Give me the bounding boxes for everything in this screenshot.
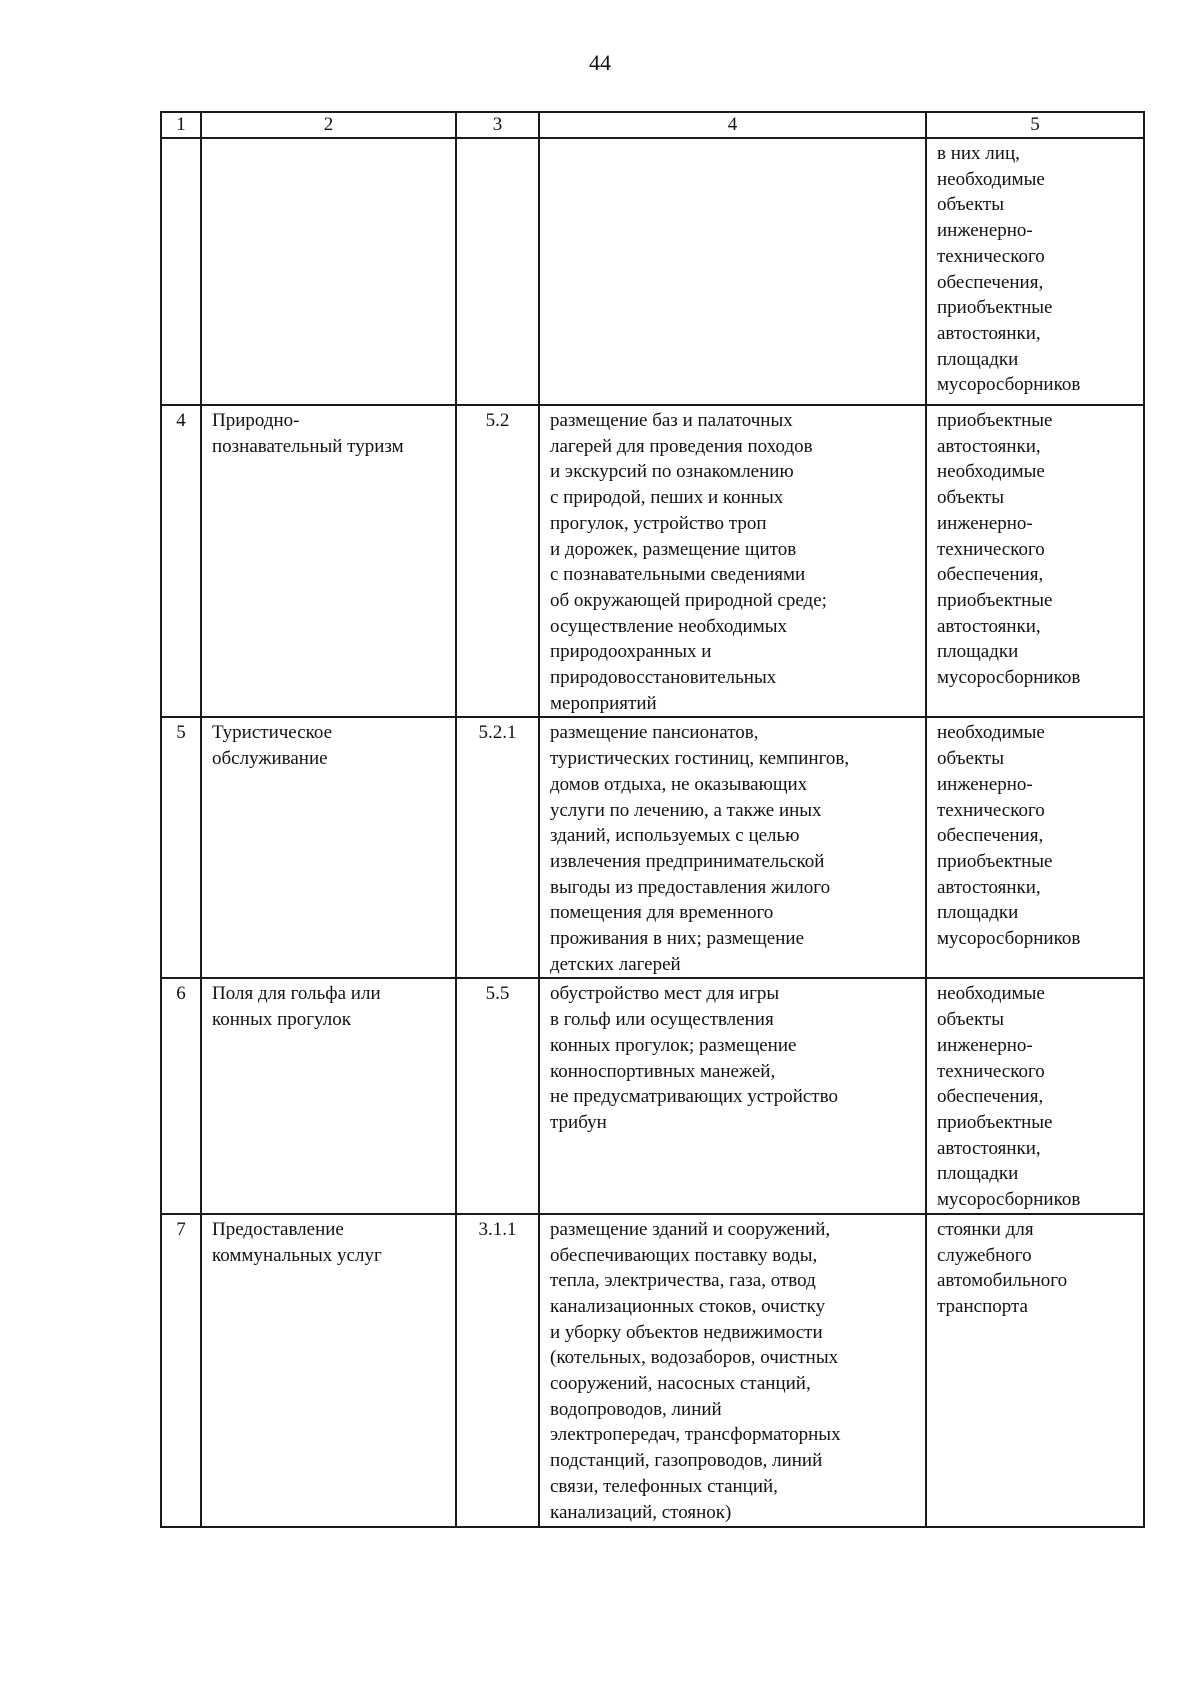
land-use-name: Туристическое обслуживание bbox=[201, 717, 456, 978]
row-number: 4 bbox=[161, 405, 201, 717]
table-row bbox=[161, 405, 1144, 717]
row-number: 7 bbox=[161, 1214, 201, 1527]
column-header-5: 5 bbox=[926, 112, 1144, 138]
land-use-description: размещение пансионатов, туристических гостиниц, кемпингов, домов отдыха, не оказывающих услуги по лечению, а также иных зданий, используемых с целью извлечения предпринимательской выгоды из предоставления жилого помещения для временного проживания в них; размещение детских лагерей bbox=[539, 717, 926, 978]
permitted-objects: приобъектные автостоянки, необходимые объекты инженерно- технического обеспечения, приобъектные автостоянки, площадки мусоросборников bbox=[926, 405, 1144, 717]
land-use-name: Предоставление коммунальных услуг bbox=[201, 1214, 456, 1527]
permitted-objects: в них лиц, необходимые объекты инженерно- технического обеспечения, приобъектные автостоянки, площадки мусоросборников bbox=[926, 138, 1144, 405]
table-row bbox=[161, 978, 1144, 1213]
column-header-3: 3 bbox=[456, 112, 539, 138]
column-header-2: 2 bbox=[201, 112, 456, 138]
land-use-name: Природно- познавательный туризм bbox=[201, 405, 456, 717]
row-number: 5 bbox=[161, 717, 201, 978]
row-number bbox=[161, 138, 201, 405]
permitted-objects: необходимые объекты инженерно- технического обеспечения, приобъектные автостоянки, площадки мусоросборников bbox=[926, 978, 1144, 1213]
table-row-continuation bbox=[161, 138, 1144, 405]
land-use-table bbox=[160, 111, 1145, 1528]
land-use-code: 3.1.1 bbox=[456, 1214, 539, 1527]
land-use-description bbox=[539, 138, 926, 405]
land-use-description: размещение баз и палаточных лагерей для проведения походов и экскурсий по ознакомлению с природой, пеших и конных прогулок, устройство троп и дорожек, размещение щитов с познавательными сведениями об окружающей природной среде; осуществление необходимых природоохранных и природовосстановительных мероприятий bbox=[539, 405, 926, 717]
land-use-name bbox=[201, 138, 456, 405]
column-header-1: 1 bbox=[161, 112, 201, 138]
column-number-row bbox=[161, 112, 1144, 138]
land-use-code: 5.2.1 bbox=[456, 717, 539, 978]
table-row bbox=[161, 1214, 1144, 1527]
page-number: 44 bbox=[589, 50, 611, 75]
column-header-4: 4 bbox=[539, 112, 926, 138]
land-use-description: обустройство мест для игры в гольф или осуществления конных прогулок; размещение конноспортивных манежей, не предусматривающих устройство трибун bbox=[539, 978, 926, 1213]
land-use-code bbox=[456, 138, 539, 405]
table-row bbox=[161, 717, 1144, 978]
land-use-description: размещение зданий и сооружений, обеспечивающих поставку воды, тепла, электричества, газа, отвод канализационных стоков, очистку и уборку объектов недвижимости (котельных, водозаборов, очистных сооружений, насосных станций, водопроводов, линий электропередач, трансформаторных подстанций, газопроводов, линий связи, телефонных станций, канализаций, стоянок) bbox=[539, 1214, 926, 1527]
land-use-code: 5.5 bbox=[456, 978, 539, 1213]
land-use-code: 5.2 bbox=[456, 405, 539, 717]
permitted-objects: необходимые объекты инженерно- технического обеспечения, приобъектные автостоянки, площадки мусоросборников bbox=[926, 717, 1144, 978]
permitted-objects: стоянки для служебного автомобильного транспорта bbox=[926, 1214, 1144, 1527]
row-number: 6 bbox=[161, 978, 201, 1213]
land-use-name: Поля для гольфа или конных прогулок bbox=[201, 978, 456, 1213]
